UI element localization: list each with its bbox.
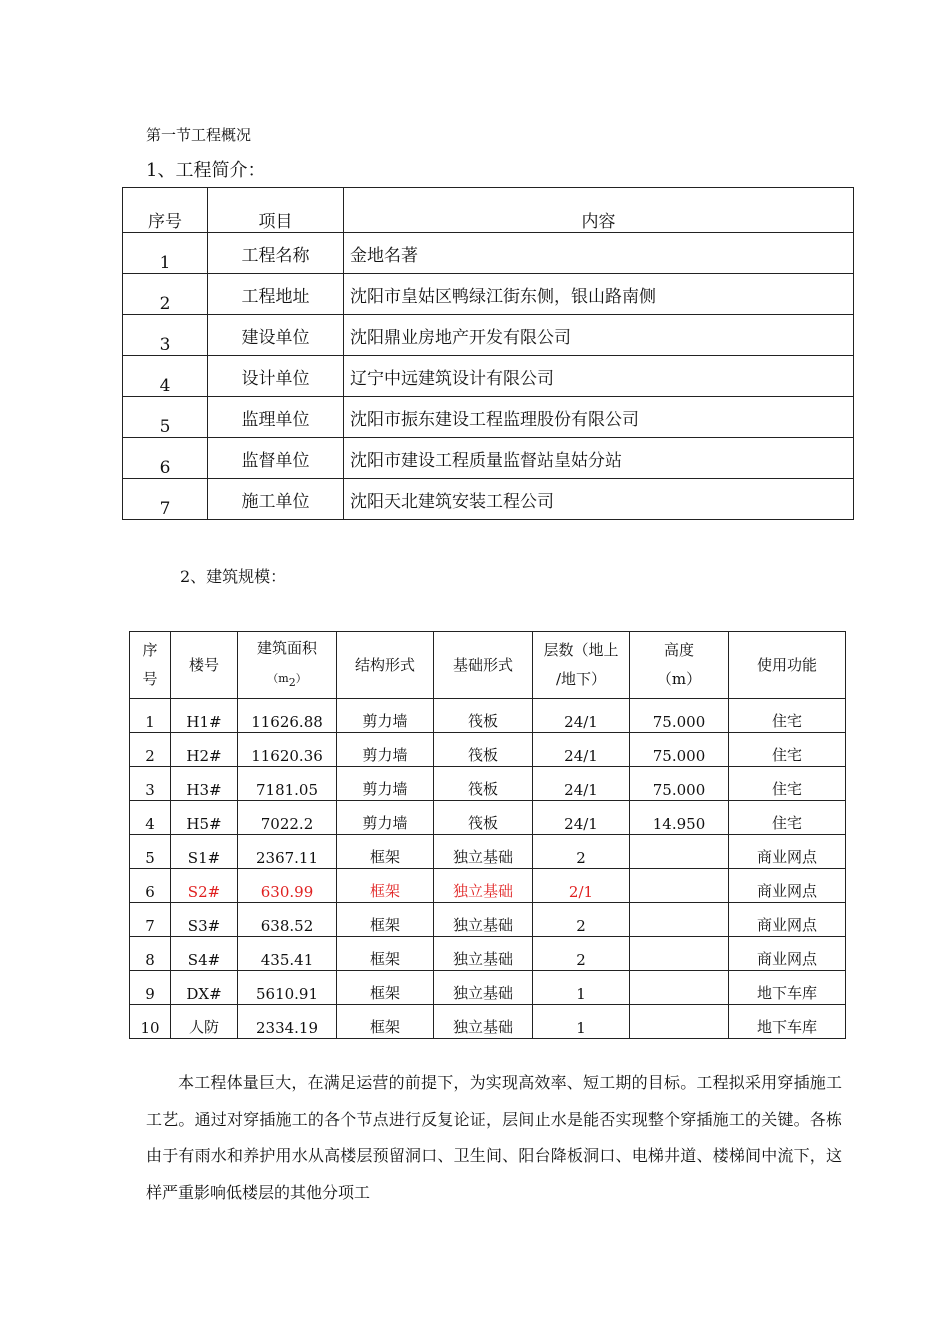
row-area: 5610.91 — [238, 971, 337, 1005]
row-index: 7 — [130, 903, 171, 937]
header-idx: 序 号 — [130, 632, 171, 699]
header-foundation: 基础形式 — [434, 632, 533, 699]
row-floors: 24/1 — [533, 801, 630, 835]
header-height: 高度 （m） — [630, 632, 729, 699]
row-floors: 24/1 — [533, 733, 630, 767]
row-floors: 2/1 — [533, 869, 630, 903]
row-content: 沈阳天北建筑安装工程公司 — [344, 479, 854, 520]
row-item: 监督单位 — [208, 438, 344, 479]
row-structure: 框架 — [337, 835, 434, 869]
row-structure: 框架 — [337, 937, 434, 971]
row-use: 住宅 — [729, 767, 846, 801]
row-foundation: 筏板 — [434, 733, 533, 767]
scale-row — [130, 971, 846, 1005]
row-building: S1# — [171, 835, 238, 869]
scale-row — [130, 801, 846, 835]
row-index: 3 — [123, 315, 208, 356]
row-floors: 2 — [533, 903, 630, 937]
row-area: 7181.05 — [238, 767, 337, 801]
row-floors: 1 — [533, 971, 630, 1005]
row-index: 6 — [123, 438, 208, 479]
section-title: 第一节工程概况 — [146, 126, 252, 144]
row-content: 沈阳市振东建设工程监理股份有限公司 — [344, 397, 854, 438]
overview-row — [123, 438, 854, 479]
row-structure: 剪力墙 — [337, 801, 434, 835]
row-foundation: 独立基础 — [434, 1005, 533, 1039]
scale-table — [129, 631, 846, 1039]
overview-row — [123, 315, 854, 356]
row-floors: 24/1 — [533, 699, 630, 733]
header-use: 使用功能 — [729, 632, 846, 699]
row-structure: 剪力墙 — [337, 699, 434, 733]
row-index: 4 — [123, 356, 208, 397]
row-height: 75.000 — [630, 733, 729, 767]
row-area: 630.99 — [238, 869, 337, 903]
row-foundation: 筏板 — [434, 801, 533, 835]
overview-row — [123, 479, 854, 520]
row-building: H2# — [171, 733, 238, 767]
row-index: 1 — [130, 699, 171, 733]
row-floors: 2 — [533, 835, 630, 869]
header-area: 建筑面积 $(m_2)$ — [238, 632, 337, 699]
row-structure: 框架 — [337, 1005, 434, 1039]
row-use: 地下车库 — [729, 1005, 846, 1039]
header-floors: 层数（地上 /地下） — [533, 632, 630, 699]
row-area: 11626.88 — [238, 699, 337, 733]
row-height: 14.950 — [630, 801, 729, 835]
header-structure: 结构形式 — [337, 632, 434, 699]
row-index: 7 — [123, 479, 208, 520]
header-item: 项目 — [208, 188, 344, 233]
row-index: 3 — [130, 767, 171, 801]
row-height — [630, 1005, 729, 1039]
row-area: 11620.36 — [238, 733, 337, 767]
row-use: 商业网点 — [729, 869, 846, 903]
scale-header-row — [130, 632, 846, 699]
row-content: 金地名著 — [344, 233, 854, 274]
row-building: S4# — [171, 937, 238, 971]
scale-row — [130, 699, 846, 733]
row-index: 2 — [130, 733, 171, 767]
row-building: H3# — [171, 767, 238, 801]
row-structure: 框架 — [337, 971, 434, 1005]
row-building: H1# — [171, 699, 238, 733]
row-foundation: 独立基础 — [434, 937, 533, 971]
row-height — [630, 903, 729, 937]
row-area: 7022.2 — [238, 801, 337, 835]
scale-row — [130, 869, 846, 903]
row-foundation: 筏板 — [434, 767, 533, 801]
row-structure: 框架 — [337, 869, 434, 903]
header-building: 楼号 — [171, 632, 238, 699]
row-use: 住宅 — [729, 801, 846, 835]
row-index: 2 — [123, 274, 208, 315]
row-foundation: 筏板 — [434, 699, 533, 733]
row-building: 人防 — [171, 1005, 238, 1039]
row-building: S3# — [171, 903, 238, 937]
header-content: 内容 — [344, 188, 854, 233]
row-item: 施工单位 — [208, 479, 344, 520]
row-height: 75.000 — [630, 767, 729, 801]
row-floors: 24/1 — [533, 767, 630, 801]
scale-row — [130, 767, 846, 801]
row-content: 辽宁中远建筑设计有限公司 — [344, 356, 854, 397]
overview-row — [123, 233, 854, 274]
overview-header-row — [123, 188, 854, 233]
row-foundation: 独立基础 — [434, 869, 533, 903]
scale-row — [130, 903, 846, 937]
row-area: 638.52 — [238, 903, 337, 937]
scale-row — [130, 835, 846, 869]
row-floors: 2 — [533, 937, 630, 971]
row-structure: 剪力墙 — [337, 767, 434, 801]
row-foundation: 独立基础 — [434, 835, 533, 869]
row-content: 沈阳鼎业房地产开发有限公司 — [344, 315, 854, 356]
overview-row — [123, 397, 854, 438]
row-use: 商业网点 — [729, 903, 846, 937]
row-use: 商业网点 — [729, 835, 846, 869]
row-index: 5 — [130, 835, 171, 869]
row-content: 沈阳市建设工程质量监督站皇姑分站 — [344, 438, 854, 479]
row-use: 商业网点 — [729, 937, 846, 971]
row-use: 住宅 — [729, 699, 846, 733]
row-item: 监理单位 — [208, 397, 344, 438]
row-building: S2# — [171, 869, 238, 903]
row-building: DX# — [171, 971, 238, 1005]
row-structure: 剪力墙 — [337, 733, 434, 767]
scale-row — [130, 733, 846, 767]
row-use: 地下车库 — [729, 971, 846, 1005]
row-index: 10 — [130, 1005, 171, 1039]
overview-table — [122, 187, 854, 520]
row-item: 工程名称 — [208, 233, 344, 274]
row-content: 沈阳市皇姑区鸭绿江街东侧，银山路南侧 — [344, 274, 854, 315]
row-foundation: 独立基础 — [434, 903, 533, 937]
row-index: 8 — [130, 937, 171, 971]
row-index: 9 — [130, 971, 171, 1005]
row-height — [630, 835, 729, 869]
row-height: 75.000 — [630, 699, 729, 733]
row-index: 1 — [123, 233, 208, 274]
row-height — [630, 971, 729, 1005]
row-foundation: 独立基础 — [434, 971, 533, 1005]
row-index: 6 — [130, 869, 171, 903]
row-height — [630, 937, 729, 971]
row-use: 住宅 — [729, 733, 846, 767]
row-area: 2367.11 — [238, 835, 337, 869]
scale-row — [130, 1005, 846, 1039]
header-idx: 序号 — [123, 188, 208, 233]
overview-row — [123, 274, 854, 315]
row-area: 2334.19 — [238, 1005, 337, 1039]
row-building: H5# — [171, 801, 238, 835]
scale-row — [130, 937, 846, 971]
row-item: 工程地址 — [208, 274, 344, 315]
row-index: 4 — [130, 801, 171, 835]
row-structure: 框架 — [337, 903, 434, 937]
row-height — [630, 869, 729, 903]
row-area: 435.41 — [238, 937, 337, 971]
body-paragraph: 本工程体量巨大，在满足运营的前提下，为实现高效率、短工期的目标。工程拟采用穿插施工工艺。通过对穿插施工的各个节点进行反复论证，层间止水是能否实现整个穿插施工的关键。各栋由于有雨水和养护用水从高楼层预留洞口、卫生间、阳台降板洞口、电梯井道、楼梯间中流下，这样严重影响低楼层的其他分项工 — [146, 1073, 842, 1202]
row-index: 5 — [123, 397, 208, 438]
row-item: 建设单位 — [208, 315, 344, 356]
overview-row — [123, 356, 854, 397]
scale-heading: 2、建筑规模： — [180, 567, 287, 586]
row-item: 设计单位 — [208, 356, 344, 397]
row-floors: 1 — [533, 1005, 630, 1039]
intro-heading: 1、工程简介： — [146, 160, 266, 181]
